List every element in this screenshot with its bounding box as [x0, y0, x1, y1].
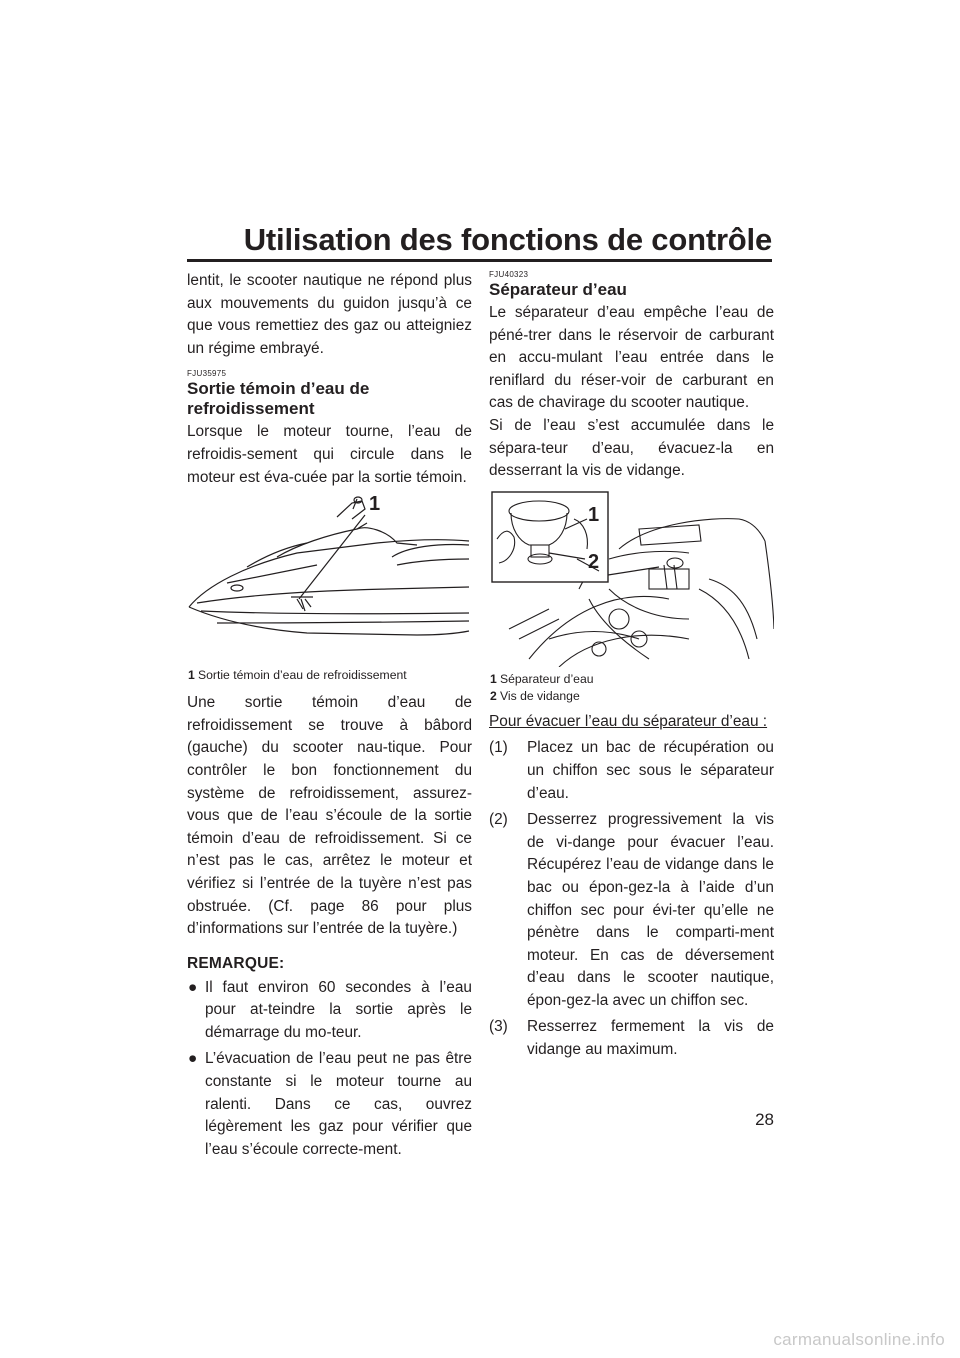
- section-title-water-separator: Séparateur d’eau: [489, 280, 627, 299]
- section-reference-code: FJU35975: [187, 369, 227, 379]
- section-reference-code: FJU40323: [489, 270, 529, 279]
- bullet-icon: ●: [188, 1050, 198, 1068]
- water-separator-paragraph-2: Si de l’eau s’est accumulée dans le sépara-teur d’eau, évacuez-la en desserrant la vis de vidange.: [489, 416, 774, 480]
- cooling-outlet-paragraph: Une sortie témoin d’eau de refroidissement se trouve à bâbord (gauche) du scooter nau-tique. Pour contrôler le bon fonctionnement du système de refroidissement, assurez-vous que de l’eau s’écoule de la sortie témoin d’eau de refroidissement. Si ce n’est pas le cas, arrêtez le moteur et vérifiez si l’entrée de la tuyère n’est pas obstruée. (Cf. page 86 pour plus d’informations sur l’entrée de la tuyère.): [187, 694, 472, 938]
- procedure-step: [489, 809, 774, 1012]
- engine-compartment-illustration: [489, 489, 774, 667]
- step-text: Placez un bac de récupération ou un chiffon sec sous le séparateur d’eau.: [527, 739, 774, 802]
- caption-number: 1: [188, 668, 195, 683]
- figure-jetski: [187, 495, 472, 665]
- jetski-illustration: [187, 495, 472, 660]
- bullet-text: Il faut environ 60 secondes à l’eau pour at-teindre la sortie après le démarrage du mo-teur.: [205, 978, 472, 1041]
- right-column: [489, 270, 774, 1062]
- figure-callout-1: 1: [588, 503, 600, 526]
- bullet-text: L’évacuation de l’eau peut ne pas être constante si le moteur tourne au ralenti. Dans ce cas, ouvrez légèrement les gaz pour vérifier que l’eau s’écoule correcte-ment.: [205, 1050, 472, 1158]
- remark-heading: REMARQUE:: [187, 954, 285, 972]
- step-text: Resserrez fermement la vis de vidange au maximum.: [527, 1018, 774, 1059]
- bullet-icon: ●: [188, 978, 198, 996]
- intro-paragraph: lentit, le scooter nautique ne répond plus aux mouvements du guidon jusqu’à ce que vous remettiez des gaz ou atteigniez un régime embrayé.: [187, 272, 472, 357]
- remark-bullet: [187, 977, 472, 1045]
- figure-caption: [187, 667, 472, 684]
- water-separator-paragraph: Le séparateur d’eau empêche l’eau de péné-trer dans le réservoir de carburant en accu-mulant l’eau entrée dans le reniflard du réser-voir de carburant en cas de chavirage du scooter nautique.: [489, 304, 774, 412]
- remark-bullet: [187, 1048, 472, 1161]
- step-number: (1): [489, 739, 508, 757]
- step-text: Desserrez progressivement la vis de vi-dange pour évacuer l’eau. Récupérez l’eau de vidange dans le bac ou épon-gez-la à l’aide d’un chiffon sec pour évi-ter qu’elle ne pénètre dans le comparti-ment moteur. En cas de déversement d’eau dans le scooter nautique, épon-gez-la avec un chiffon sec.: [527, 811, 774, 1009]
- procedure-step: [489, 1016, 774, 1061]
- caption-text: Vis de vidange: [500, 688, 580, 703]
- caption-number: 1: [490, 671, 497, 686]
- caption-text: Séparateur d’eau: [500, 671, 594, 686]
- title-divider: [187, 259, 772, 262]
- procedure-heading: Pour évacuer l’eau du séparateur d’eau :: [489, 712, 768, 730]
- figure-callout-1: 1: [369, 493, 381, 516]
- figure-water-separator: [489, 489, 774, 669]
- page-number: 28: [755, 1110, 774, 1129]
- cooling-water-paragraph: Lorsque le moteur tourne, l’eau de refroidis-sement qui circule dans le moteur est éva-cuée par la sortie témoin.: [187, 423, 472, 486]
- left-column: [187, 270, 472, 1165]
- caption-number: 2: [490, 688, 497, 703]
- page-title: Utilisation des fonctions de contrôle: [243, 222, 772, 257]
- figure-caption: [489, 671, 774, 688]
- figure-callout-2: 2: [588, 550, 600, 573]
- leader-line: [299, 515, 365, 599]
- step-number: (3): [489, 1018, 508, 1036]
- section-title-cooling-water: Sortie témoin d’eau de refroidissement: [187, 379, 370, 419]
- step-number: (2): [489, 811, 508, 829]
- caption-text: Sortie témoin d’eau de refroidissement: [198, 668, 407, 683]
- figure-caption: [489, 688, 774, 705]
- procedure-step: [489, 737, 774, 805]
- footer-watermark: carmanualsonline.info: [773, 1330, 945, 1349]
